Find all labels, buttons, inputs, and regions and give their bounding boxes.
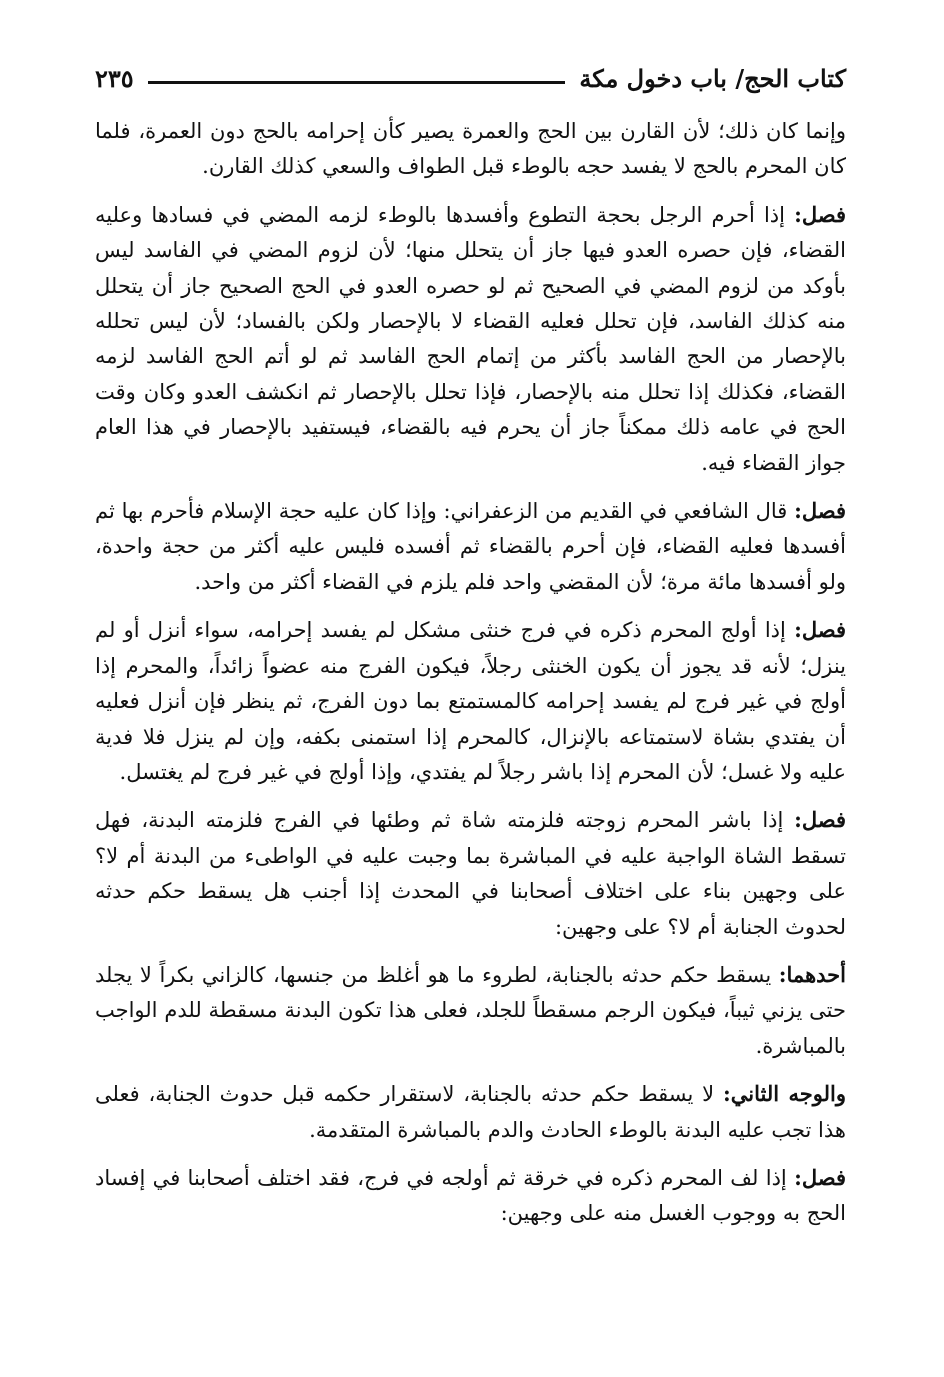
paragraph-6	[95, 957, 846, 1064]
section-heading: أحدهما:	[778, 961, 846, 987]
paragraph-1-text: وإنما كان ذلك؛ لأن القارن بين الحج والعمرة يصير كأن إحرامه بالحج دون العمرة، فلما كان المحرم بالحج لا يفسد حجه بالوطء قبل الطواف والسعي كذلك القارن.	[95, 119, 846, 179]
paragraph-7-text: لا يسقط حكم حدثه بالجنابة، لاستقرار حكمه قبل حدوث الجنابة، فعلى هذا تجب عليه البدنة بالوطء الحادث والدم بالمباشرة المتقدمة.	[95, 1082, 846, 1142]
paragraph-4	[95, 612, 846, 790]
paragraph-1	[95, 114, 846, 185]
page-number: ٢٣٥	[95, 63, 134, 93]
section-heading: فصل:	[794, 1164, 846, 1190]
paragraph-8-text: إذا لف المحرم ذكره في خرقة ثم أولجه في فرج، فقد اختلف أصحابنا في إفساد الحج به ووجوب الغسل منه على وجهين:	[95, 1165, 846, 1226]
paragraph-3-text: قال الشافعي في القديم من الزعفراني: وإذا كان عليه حجة الإسلام فأحرم بها ثم أفسدها فعليه القضاء، فإن أحرم بالقضاء ثم أفسده فليس عليه أكثر من حجة واحدة، ولو أفسدها مائة مرة؛ لأن المقضي واحد فلم يلزم في القضاء أكثر من واحد.	[95, 499, 846, 594]
header-rule	[148, 81, 566, 84]
paragraph-5-text: إذا باشر المحرم زوجته فلزمته شاة ثم وطئها في الفرج فلزمته البدنة، فهل تسقط الشاة الواجبة عليه في المباشرة بما وجبت عليه في الواطىء من البدنة أم لا؟ على وجهين بناء على اختلاف أصحابنا في المحدث إذا أجنب هل يسقط حكم حدثه لحدوث الجنابة أم لا؟ على وجهين:	[95, 808, 846, 939]
running-title: كتاب الحج/ باب دخول مكة	[579, 63, 846, 93]
paragraph-2	[95, 197, 846, 481]
section-heading: فصل:	[794, 201, 846, 227]
page-header	[95, 58, 846, 98]
paragraph-5	[95, 802, 846, 945]
paragraph-6-text: يسقط حكم حدثه بالجنابة، لطروء ما هو أغلظ من جنسها، كالزاني بكراً لا يجلد حتى يزني ثيباً، فيكون الرجم مسقطاً للجلد، فعلى هذا تكون البدنة مسقطة للدم الواجب بالمباشرة.	[95, 962, 846, 1058]
section-heading: فصل:	[794, 617, 846, 643]
section-heading: والوجه الثاني:	[723, 1081, 846, 1107]
paragraph-8	[95, 1160, 846, 1232]
section-heading: فصل:	[794, 498, 846, 524]
paragraph-4-text: إذا أولج المحرم ذكره في فرج خنثى مشكل لم يفسد إحرامه، سواء أنزل أو لم ينزل؛ لأنه قد يجوز أن يكون الخنثى رجلاً، فيكون الفرج منه عضواً زائداً، والمحرم إذا أولج في غير فرج لم يفسد إحرامه كالمستمتع بما دون الفرج، ثم ينظر فإن أنزل فعليه أن يفتدي بشاة لاستمتاعه بالإنزال، كالمحرم إذا استمنى بكفه، وإن لم ينزل فلا فدية عليه ولا غسل؛ لأن المحرم إذا باشر رجلاً لم يفتدي، وإذا أولج في غير فرج لم يغتسل.	[95, 618, 846, 784]
paragraph-7	[95, 1076, 846, 1148]
paragraph-2-text: إذا أحرم الرجل بحجة التطوع وأفسدها بالوطء لزمه المضي في فسادها وعليه القضاء، فإن حصره العدو فيها جاز أن يتحلل منها؛ لأن لزوم المضي في الفاسد ليس بأوكد من لزوم المضي في الصحيح ثم لو حصره العدو في الحج الصحيح جاز أن يتحلل منه كذلك الفاسد، فإن تحلل فعليه القضاء لا بالإحصار ولكن بالفساد؛ لأن ليس تحلله بالإحصار من الحج الفاسد بأكثر من إتمام الحج الفاسد ثم لو أتم الحج الفاسد لزمه القضاء، فكذلك إذا تحلل منه بالإحصار، فإذا تحلل بالإحصار ثم انكشف العدو وكان وقت الحج في عامه ذلك ممكناً جاز أن يحرم فيه بالقضاء، فيستفيد بالإحصار في هذا العام جواز القضاء فيه.	[95, 202, 846, 475]
page-body	[95, 114, 846, 1244]
section-heading: فصل:	[794, 807, 846, 833]
paragraph-3	[95, 493, 846, 600]
